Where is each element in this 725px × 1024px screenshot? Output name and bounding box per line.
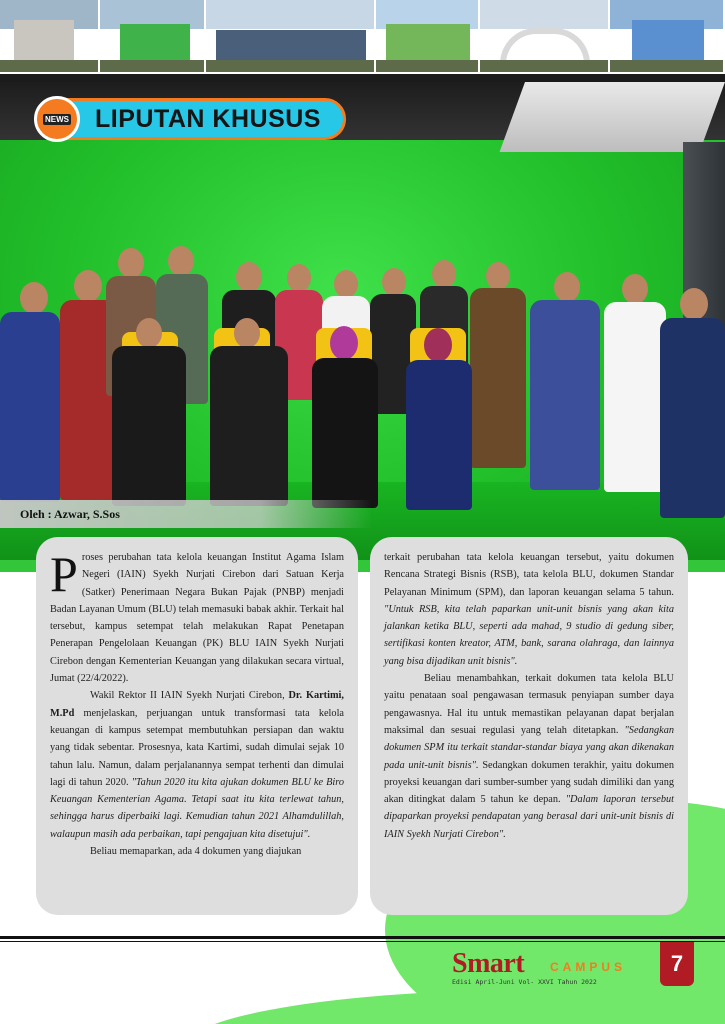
campus-photo xyxy=(100,0,206,72)
smart-campus-logo xyxy=(450,948,660,988)
header-photo-strip xyxy=(0,0,725,72)
article-paragraph: Wakil Rektor II IAIN Syekh Nurjati Cirebon, Dr. Kartimi, M.Pd menjelaskan, perjuangan untuk transformasi tata kelola keuangan di kampus setempat membutuhkan persiapan dan waktu yang tidak sebentar. Prosesnya, kata Kartimi, sudah dimulai sejak 10 tahun lalu. Namun, dalam perjalanannya sempat terhenti dan dimulai lagi di tahun 2020. "Tahun 2020 itu kita ajukan dokumen BLU ke Biro Keuangan Kementerian Agama. Tetapi saat itu kita terlewat tahun, sehingga harus diperbaiki lagi. Kemudian tahun 2021 Alhamdulillah, walaupun masih ada perbaikan, tapi pengajuan kita disetujui". xyxy=(50,690,344,840)
header-divider xyxy=(0,74,725,82)
quote: "Dalam laporan tersebut dipaparkan proyeksi pendapatan yang berasal dari unit-unit bisnis di IAIN Syekh Nurjati Cirebon". xyxy=(384,794,674,840)
person xyxy=(0,282,60,532)
campus-photo xyxy=(0,0,100,72)
person xyxy=(404,328,474,528)
section-title: LIPUTAN KHUSUS xyxy=(95,104,321,133)
speaker-name: Dr. Kartimi, M.Pd xyxy=(50,690,344,719)
person xyxy=(470,262,528,502)
article-paragraph: Proses perubahan tata kelola keuangan Institut Agama Islam Negeri (IAIN) Syekh Nurjati Cirebon dari Satuan Kerja (Satker) Penerimaan Negara Bukan Pajak (PNBP) menjadi Badan Layanan Umum (BLU) telah memasuki babak akhir. Terkait hal tersebut, kampus setempat telah melakukan Rapat Penetapan Penerapan Pengelolaan Keuangan (PK) BLU IAIN Syekh Nurjati Cirebon dengan Kementerian Keuangan yang dilakukan secara virtual, Jumat (22/4/2022). xyxy=(50,546,344,685)
group-photo xyxy=(0,82,725,568)
quote: "Untuk RSB, kita telah paparkan unit-unit bisnis yang akan kita jalankan ketika BLU, seperti ada mahad, 9 studio di gedung siber, sertifikasi konten kreator, ATM, bank, sarana olahraga, dan lainnya yang bisa dijadikan unit bisnis". xyxy=(384,603,674,667)
page-number: 7 xyxy=(670,951,684,976)
news-globe-icon xyxy=(34,96,80,142)
author-name: Oleh : Azwar, S.Sos xyxy=(20,506,120,521)
person xyxy=(604,274,666,534)
author-caption xyxy=(0,500,372,528)
article-paragraph: terkait perubahan tata kelola keuangan tersebut, yaitu dokumen Rencana Strategi Bisnis (RSB), tata kelola BLU, dokumen Standar Pelayanan Minimum (SPM), dan laporan keuangan selama 5 tahun. "Untuk RSB, kita telah paparkan unit-unit bisnis yang akan kita jalankan ketika BLU, seperti ada mahad, 9 studio di gedung siber, sertifikasi konten kreator, ATM, bank, sarana olahraga, dan lainnya yang bisa dijadikan unit bisnis". xyxy=(384,552,674,667)
footer-swoosh xyxy=(180,990,725,1024)
news-label: NEWS xyxy=(45,114,69,124)
drop-cap: P xyxy=(50,546,78,602)
campus-photo xyxy=(376,0,480,72)
logo-smart: Smart xyxy=(452,948,525,979)
footer-rule xyxy=(0,936,725,939)
quote: "Sedangkan dokumen SPM itu terkait standar-standar biaya yang akan dikenakan pada unit-unit bisnis". xyxy=(384,724,674,771)
campus-photo xyxy=(206,0,376,72)
campus-photo xyxy=(610,0,725,72)
person xyxy=(206,318,290,528)
article-column-right xyxy=(370,537,688,915)
edition-label: Edisi April-Juni Vol- XXVI Tahun 2022 xyxy=(452,978,597,986)
article-paragraph: Beliau menambahkan, terkait dokumen tata kelola BLU yaitu penataan soal pengawasan termasuk penyiapan sumber daya pengawasnya. Hal itu untuk memastikan pelayanan dapat berjalan maksimal dan sesuai regulasi yang telah ditetapkan. "Sedangkan dokumen SPM itu terkait standar-standar biaya yang akan dikenakan pada unit-unit bisnis". Sedangkan dokumen terakhir, yaitu dokumen proyeksi keuangan dari sumber-sumber yang sudah dimiliki dan yang akan ditingkat dalam 5 tahun ke depan. "Dalam laporan tersebut dipaparkan proyeksi pendapatan yang berasal dari unit-unit bisnis di IAIN Syekh Nurjati Cirebon". xyxy=(384,673,675,840)
logo-campus: CAMPUS xyxy=(550,960,627,974)
footer-rule xyxy=(0,941,725,942)
campus-photo xyxy=(480,0,610,72)
person xyxy=(108,318,188,528)
person xyxy=(310,326,380,526)
quote: "Tahun 2020 itu kita ajukan dokumen BLU ke Biro Keuangan Kementerian Agama. Tetapi saat itu kita terlewat tahun, sehingga harus diperbaiki lagi. Kemudian tahun 2021 Alhamdulillah, walaupun masih ada perbaikan, tapi pengajuan kita disetujui". xyxy=(50,776,344,840)
section-header-badge xyxy=(34,96,346,142)
page-number-tab xyxy=(660,942,694,986)
section-title-pill xyxy=(66,98,346,140)
person xyxy=(660,288,725,538)
article-paragraph: Beliau memaparkan, ada 4 dokumen yang diajukan xyxy=(90,846,302,858)
person xyxy=(530,272,600,532)
article-column-left xyxy=(36,537,358,915)
